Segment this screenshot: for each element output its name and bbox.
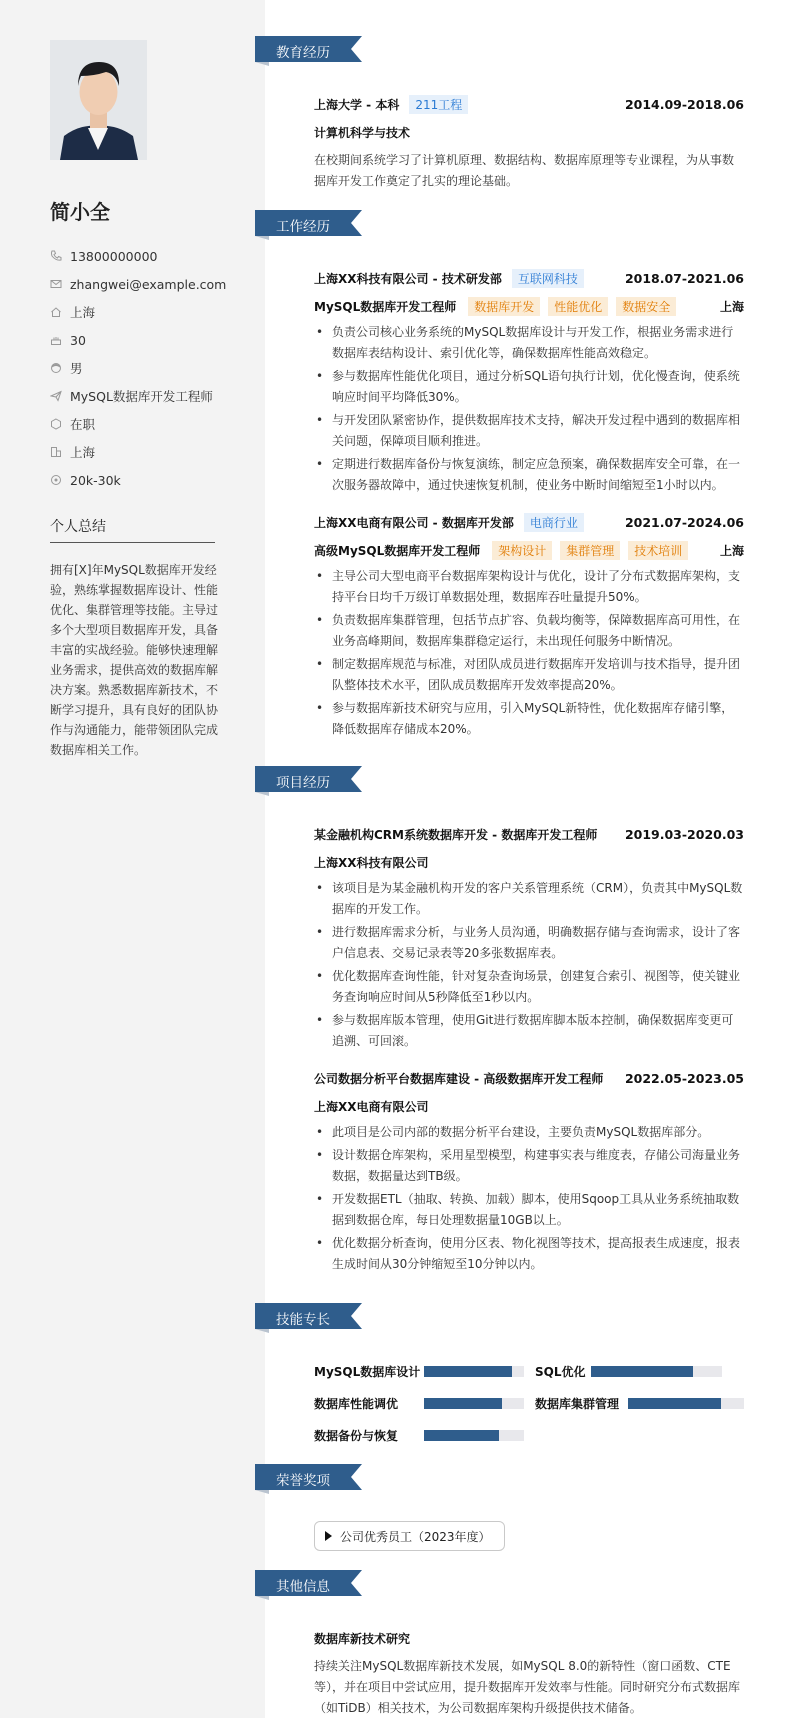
work-bullets [314, 566, 744, 740]
skill-bar-fill [424, 1430, 499, 1441]
list-item: • 优化数据分析查询，使用分区表、物化视图等技术，提高报表生成速度，报表生成时间从30分钟缩短至10分钟以内。 [314, 1233, 744, 1275]
list-item: • 定期进行数据库备份与恢复演练，制定应急预案，确保数据库安全可靠，在一次服务器故障中，通过快速恢复机制，使业务中断时间缩短至1小时以内。 [314, 454, 744, 496]
section-title-projects: 项目经历 [276, 775, 330, 791]
hometown-text: 上海 [70, 305, 96, 320]
email-text: zhangwei@example.com [70, 276, 227, 292]
section-header-projects [255, 766, 362, 792]
education-major: 计算机科学与技术 [314, 125, 411, 140]
building-icon [50, 446, 62, 458]
list-item: • 负责数据库集群管理，包括节点扩容、负载均衡等，保障数据库高可用性，在业务高峰期间，数据库集群稳定运行，未出现任何服务中断情况。 [314, 610, 744, 652]
list-item: • 此项目是公司内部的数据分析平台建设，主要负责MySQL数据库部分。 [314, 1122, 744, 1143]
section-header-education [255, 36, 362, 62]
age-icon [50, 334, 62, 346]
info-gender [50, 354, 240, 382]
other-title: 数据库新技术研究 [314, 1631, 411, 1646]
work-skill-tag: 数据库开发 [468, 297, 540, 316]
section-header-work [255, 210, 362, 236]
project-entry [314, 824, 744, 1054]
skill-bar [424, 1430, 524, 1441]
candidate-name: 简小全 [50, 200, 110, 224]
skill-item [314, 1361, 524, 1381]
status-text: 在职 [70, 417, 96, 432]
list-item: • 主导公司大型电商平台数据库架构设计与优化，设计了分布式数据库架构，支持平台日均千万级订单数据处理，数据库吞吐量提升50%。 [314, 566, 744, 608]
award-item[interactable] [314, 1521, 505, 1551]
skill-name: 数据备份与恢复 [314, 1428, 399, 1443]
award-text: 公司优秀员工（2023年度） [340, 1529, 491, 1544]
section-header-other [255, 1570, 362, 1596]
section-header-skills [255, 1303, 362, 1329]
skill-name: SQL优化 [535, 1364, 586, 1379]
work-date: 2018.07-2021.06 [624, 270, 744, 286]
mail-icon [50, 278, 62, 290]
education-school: 上海大学 - 本科 [314, 97, 400, 112]
work-skill-tag: 架构设计 [492, 541, 552, 560]
skill-name: 数据库性能调优 [314, 1396, 399, 1411]
list-item: • 与开发团队紧密协作，提供数据库技术支持，解决开发过程中遇到的数据库相关问题，保障项目顺利推进。 [314, 410, 744, 452]
list-item: • 优化数据库查询性能，针对复杂查询场景，创建复合索引、视图等，使关键业务查询响应时间从5秒降低至1秒以内。 [314, 966, 744, 1008]
work-company: 上海XX电商有限公司 - 数据库开发部 [314, 515, 514, 530]
info-hometown [50, 298, 240, 326]
work-date: 2021.07-2024.06 [624, 514, 744, 530]
home-icon [50, 306, 62, 318]
project-bullets [314, 878, 744, 1052]
summary-text: 拥有[X]年MySQL数据库开发经验，熟练掌握数据库设计、性能优化、集群管理等技能。主导过多个大型项目数据库开发，具备丰富的实战经验。能够快速理解业务需求，提供高效的数据库解决方案。熟悉数据库新技术，不断学习提升，具有良好的团队协作与沟通能力，能带领团队完成数据库相关工作。 [50, 563, 219, 757]
list-item: • 该项目是为某金融机构开发的客户关系管理系统（CRM），负责其中MySQL数据库的开发工作。 [314, 878, 744, 920]
phone-icon [50, 250, 62, 262]
contact-info-list [50, 242, 240, 494]
salary-text: 20k-30k [70, 472, 121, 488]
project-bullets [314, 1122, 744, 1275]
gender-text: 男 [70, 361, 83, 376]
info-city [50, 438, 240, 466]
education-entry [314, 94, 744, 192]
skill-bar-fill [424, 1366, 512, 1377]
project-title: 某金融机构CRM系统数据库开发 - 数据库开发工程师 [314, 827, 598, 842]
list-item: • 参与数据库性能优化项目，通过分析SQL语句执行计划，优化慢查询，使系统响应时间平均降低30%。 [314, 366, 744, 408]
skill-bar-fill [591, 1366, 693, 1377]
info-phone [50, 242, 240, 270]
avatar [50, 40, 147, 160]
other-desc: 持续关注MySQL数据库新技术发展，如MySQL 8.0的新特性（窗口函数、CTE等），并在项目中尝试应用，提升数据库开发效率与性能。同时研究分布式数据库（如TiDB）相关技术，为公司数据库架构升级提供技术储备。 [314, 1659, 741, 1715]
work-company: 上海XX科技有限公司 - 技术研发部 [314, 271, 502, 286]
project-entry [314, 1068, 744, 1277]
skill-name: MySQL数据库设计 [314, 1364, 421, 1379]
work-industry-tag: 互联网科技 [512, 269, 584, 288]
section-title-skills: 技能专长 [276, 1312, 330, 1328]
education-date: 2014.09-2018.06 [624, 96, 744, 112]
project-date: 2022.05-2023.05 [624, 1070, 744, 1086]
skill-bar [424, 1366, 524, 1377]
project-date: 2019.03-2020.03 [624, 826, 744, 842]
list-item: • 进行数据库需求分析，与业务人员沟通，明确数据存储与查询需求，设计了客户信息表、交易记录表等20多张数据库表。 [314, 922, 744, 964]
other-entry [314, 1628, 744, 1718]
info-salary [50, 466, 240, 494]
status-icon [50, 418, 62, 430]
skill-bar [424, 1398, 524, 1409]
info-age [50, 326, 240, 354]
work-entry [314, 268, 744, 498]
skill-item [314, 1425, 524, 1445]
list-item: • 开发数据ETL（抽取、转换、加载）脚本，使用Sqoop工具从业务系统抽取数据到数据仓库，每日处理数据量10GB以上。 [314, 1189, 744, 1231]
summary-title: 个人总结 [50, 519, 106, 535]
skill-bar-fill [628, 1398, 721, 1409]
skill-bar [628, 1398, 744, 1409]
section-title-work: 工作经历 [276, 219, 330, 235]
work-industry-tag: 电商行业 [524, 513, 584, 532]
work-skill-tag: 数据安全 [616, 297, 676, 316]
send-icon [50, 390, 62, 402]
project-company: 上海XX电商有限公司 [314, 1099, 429, 1114]
work-role: 高级MySQL数据库开发工程师 [314, 543, 481, 558]
work-location: 上海 [719, 299, 744, 314]
avatar-photo [50, 40, 147, 160]
list-item: • 制定数据库规范与标准，对团队成员进行数据库开发培训与技术指导，提升团队整体技术水平，团队成员数据库开发效率提高20%。 [314, 654, 744, 696]
section-title-awards: 荣誉奖项 [276, 1473, 330, 1489]
section-header-awards [255, 1464, 362, 1490]
work-bullets [314, 322, 744, 496]
info-position [50, 382, 240, 410]
section-title-other: 其他信息 [276, 1579, 330, 1595]
skill-item [535, 1393, 744, 1413]
education-desc: 在校期间系统学习了计算机原理、数据结构、数据库原理等专业课程，为从事数据库开发工作奠定了扎实的理论基础。 [314, 153, 735, 188]
city-text: 上海 [70, 445, 96, 460]
gender-icon [50, 362, 62, 374]
age-text: 30 [70, 332, 86, 348]
list-item: • 负责公司核心业务系统的MySQL数据库设计与开发工作，根据业务需求进行数据库表结构设计、索引优化等，确保数据库性能高效稳定。 [314, 322, 744, 364]
play-icon [325, 1531, 332, 1541]
project-company: 上海XX科技有限公司 [314, 855, 429, 870]
section-title-education: 教育经历 [276, 45, 330, 61]
work-entry [314, 512, 744, 742]
skill-item [314, 1393, 524, 1413]
work-skill-tag: 集群管理 [560, 541, 620, 560]
work-skill-tag: 性能优化 [548, 297, 608, 316]
position-text: MySQL数据库开发工程师 [70, 389, 213, 404]
education-tag: 211工程 [409, 95, 468, 114]
sidebar [0, 0, 265, 1718]
work-location: 上海 [719, 543, 744, 558]
info-email [50, 270, 240, 298]
summary-divider [50, 542, 215, 543]
info-status [50, 410, 240, 438]
list-item: • 设计数据仓库架构，采用星型模型，构建事实表与维度表，存储公司海量业务数据，数据量达到TB级。 [314, 1145, 744, 1187]
project-title: 公司数据分析平台数据库建设 - 高级数据库开发工程师 [314, 1071, 604, 1086]
salary-icon [50, 474, 62, 486]
skill-item [535, 1361, 722, 1381]
work-role: MySQL数据库开发工程师 [314, 299, 457, 314]
skill-bar-fill [424, 1398, 502, 1409]
work-skill-tag: 技术培训 [628, 541, 688, 560]
skill-name: 数据库集群管理 [535, 1396, 620, 1411]
phone-text: 13800000000 [70, 248, 158, 264]
list-item: • 参与数据库版本管理，使用Git进行数据库脚本版本控制，确保数据库变更可追溯、可回滚。 [314, 1010, 744, 1052]
skill-bar [591, 1366, 722, 1377]
list-item: • 参与数据库新技术研究与应用，引入MySQL新特性，优化数据库存储引擎，降低数据库存储成本20%。 [314, 698, 744, 740]
